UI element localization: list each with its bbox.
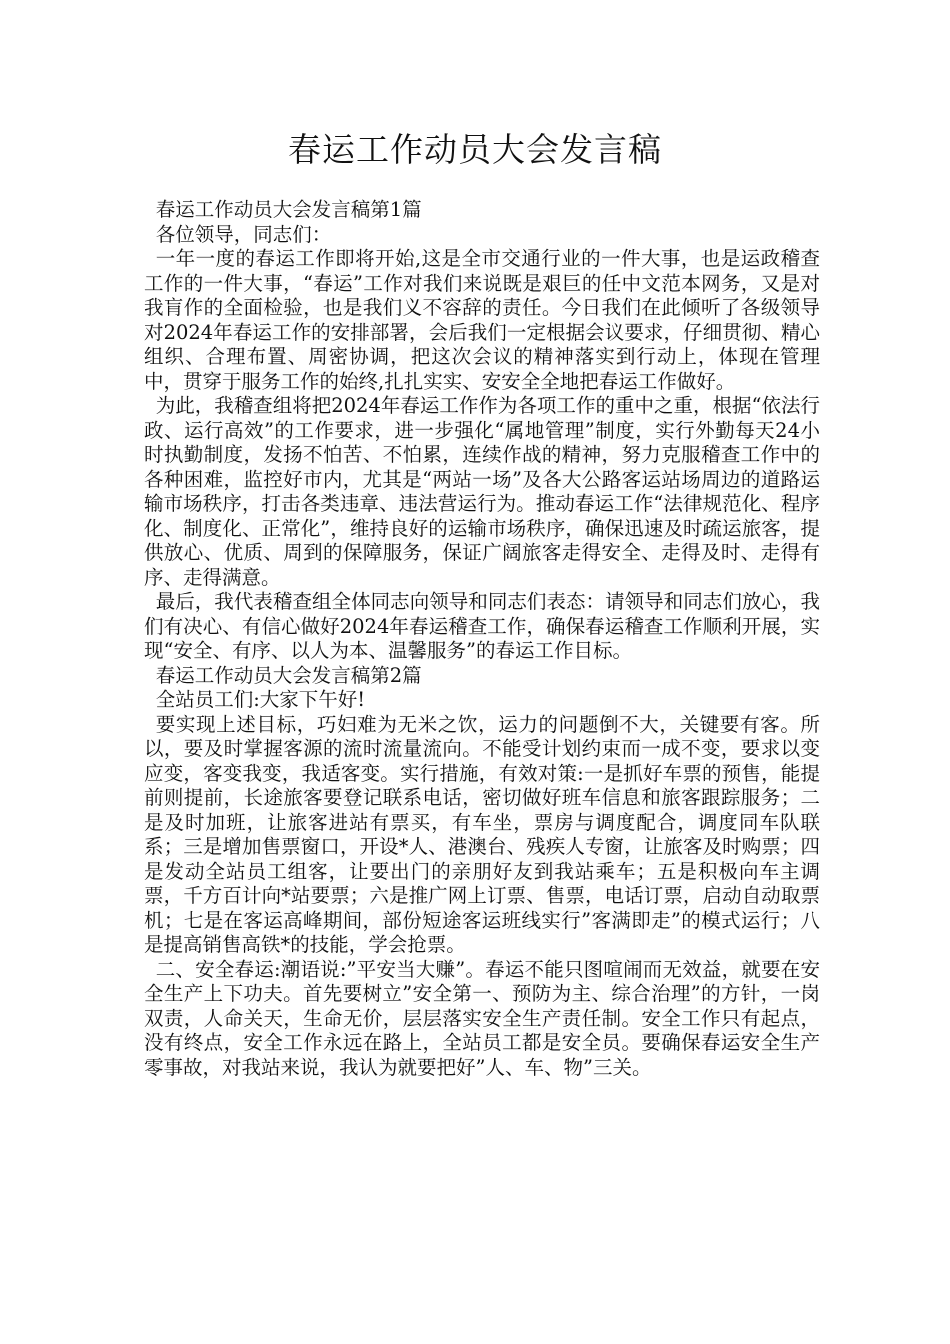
paragraph: 最后，我代表稽查组全体同志向领导和同志们表态：请领导和同志们放心，我们有决心、有信心做好2024年春运稽查工作，确保春运稽查工作顺利开展，实现“安全、有序、以人为本、温馨服务”的春运工作目标。 — [144, 590, 820, 662]
document-body — [144, 198, 820, 1080]
paragraph: 要实现上述目标，巧妇难为无米之饮，运力的问题倒不大，关键要有客。所以，要及时掌握客源的流时流量流向。不能受计划约束而一成不变，要求以变应变，客变我变，我适客变。实行措施，有效对策:一是抓好车票的预售，能提前则提前，长途旅客要登记联系电话，密切做好班车信息和旅客跟踪服务；二是及时加班，让旅客进站有票买，有车坐，票房与调度配合，调度同车队联系；三是增加售票窗口，开设*人、港澳台、残疾人专窗，让旅客及时购票；四是发动全站员工组客，让要出门的亲朋好友到我站乘车；五是积极向车主调票，千方百计向*站要票；六是推广网上订票、售票，电话订票，启动自动取票机；七是在客运高峰期间，部份短途客运班线实行”客满即走”的模式运行；八是提高销售高铁*的技能，学会抢票。 — [144, 712, 820, 956]
paragraph: 为此，我稽查组将把2024年春运工作作为各项工作的重中之重，根据“依法行政、运行高效”的工作要求，进一步强化“属地管理”制度，实行外勤每天24小时执勤制度，发扬不怕苦、不怕累，连续作战的精神，努力克服稽查工作中的各种困难，监控好市内，尤其是“两站一场”及各大公路客运站场周边的道路运输市场秩序，打击各类违章、违法营运行为。推动春运工作“法律规范化、程序化、制度化、正常化”，维持良好的运输市场秩序，确保迅速及时疏运旅客，提供放心、优质、周到的保障服务，保证广阔旅客走得安全、走得及时、走得有序、走得满意。 — [144, 394, 820, 589]
salutation-2: 全站员工们:大家下午好! — [155, 688, 366, 711]
paragraph: 二、安全春运:潮语说:”平安当大赚”。春运不能只图喧闹而无效益，就要在安全生产上下功夫。首先要树立”安全第一、预防为主、综合治理”的方针，一岗双责，人命关天，生命无价，层层落实安全生产责任制。安全工作只有起点，没有终点，安全工作永远在路上，全站员工都是安全员。要确保春运安全生产零事故，对我站来说，我认为就要把好”人、车、物”三关。 — [144, 957, 820, 1079]
document-title: 春运工作动员大会发言稿 — [288, 130, 662, 169]
paragraph: 一年一度的春运工作即将开始,这是全市交通行业的一件大事，也是运政稽查工作的一件大事，“春运”工作对我们来说既是艰巨的任中文范本网务，又是对我肓作的全面检验，也是我们义不容辞的责任。今日我们在此倾听了各级领导对2024年春运工作的安排部署，会后我们一定根据会议要求，仔细贯彻、精心组织、合理布置、周密协调，把这次会议的精神落实到行动上，体现在管理中，贯穿于服务工作的始终,扎扎实实、安安全全地把春运工作做好。 — [144, 247, 820, 393]
section-heading-1: 春运工作动员大会发言稿第1篇 — [155, 198, 422, 221]
salutation-1: 各位领导，同志们： — [155, 222, 332, 246]
section-heading-2: 春运工作动员大会发言稿第2篇 — [155, 663, 422, 687]
